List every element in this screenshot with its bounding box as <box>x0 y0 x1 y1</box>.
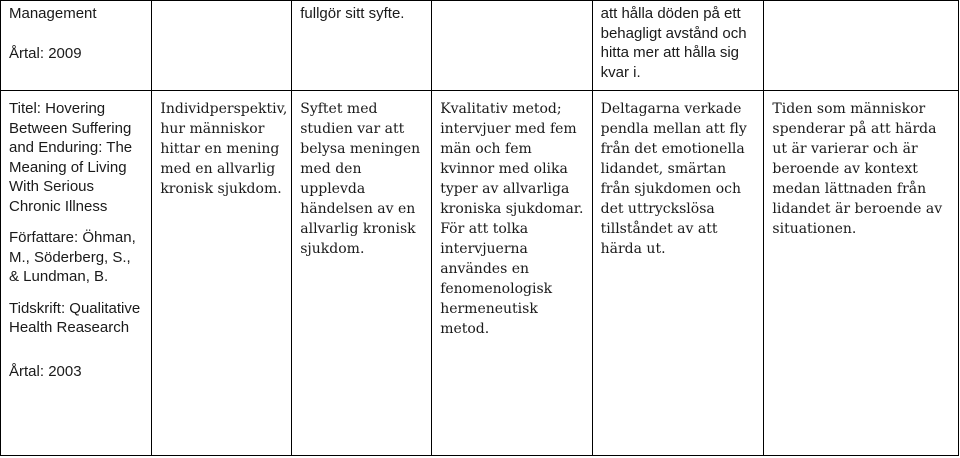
cell-method <box>432 1 592 91</box>
cell-source <box>1 1 152 91</box>
table-row <box>1 91 959 456</box>
year-label: Årtal: <box>9 44 45 62</box>
title-label: Titel: <box>9 100 41 117</box>
year-value: 2003 <box>48 362 82 380</box>
title-line <box>9 99 143 216</box>
cell-method: Kvalitativ metod; intervjuer med fem män och fem kvinnor med olika typer av allvarliga kroniska sjukdomar. För att tolka intervjuerna användes en fenomenologisk hermeneutisk metod. <box>432 91 592 456</box>
year-line <box>9 362 143 382</box>
authors-value: Öhman, M., Söderberg, S., & Lundman, B. <box>9 229 136 285</box>
authors-label: Författare: <box>9 229 79 246</box>
cell-perspective <box>152 1 292 91</box>
cell-perspective: Individperspektiv, hur människor hittar en mening med en allvarlig kronisk sjukdom. <box>152 91 292 456</box>
journal-line <box>9 299 143 338</box>
year-value: 2009 <box>48 44 82 62</box>
cell-results: Deltagarna verkade pendla mellan att fly från det emotionella lidandet, smärtan från sjukdomen och det uttryckslösa tillståndet av att härda ut. <box>592 91 764 456</box>
title-value: Hovering Between Suffering and Enduring: The Meaning of Living With Serious Chronic Illness <box>9 100 133 215</box>
journal-value: Qualitative Health Reasearch <box>9 299 141 336</box>
source-tail: Management <box>9 5 97 22</box>
cell-results: att hålla döden på ett behagligt avstånd och hitta mer att hålla sig kvar i. <box>592 1 764 91</box>
cell-source <box>1 91 152 456</box>
authors-line <box>9 228 143 287</box>
cell-aim: Syftet med studien var att belysa meningen med den upplevda händelsen av en allvarlig kronisk sjukdom. <box>292 91 432 456</box>
cell-conclusion: Tiden som människor spenderar på att härda ut är varierar och är beroende av kontext medan lättnaden från lidandet är beroende av situationen. <box>764 91 959 456</box>
cell-aim: fullgör sitt syfte. <box>292 1 432 91</box>
cell-conclusion <box>764 1 959 91</box>
year-line <box>9 44 143 64</box>
year-label: Årtal: <box>9 362 45 380</box>
table-row <box>1 1 959 91</box>
journal-label: Tidskrift: <box>9 299 66 317</box>
